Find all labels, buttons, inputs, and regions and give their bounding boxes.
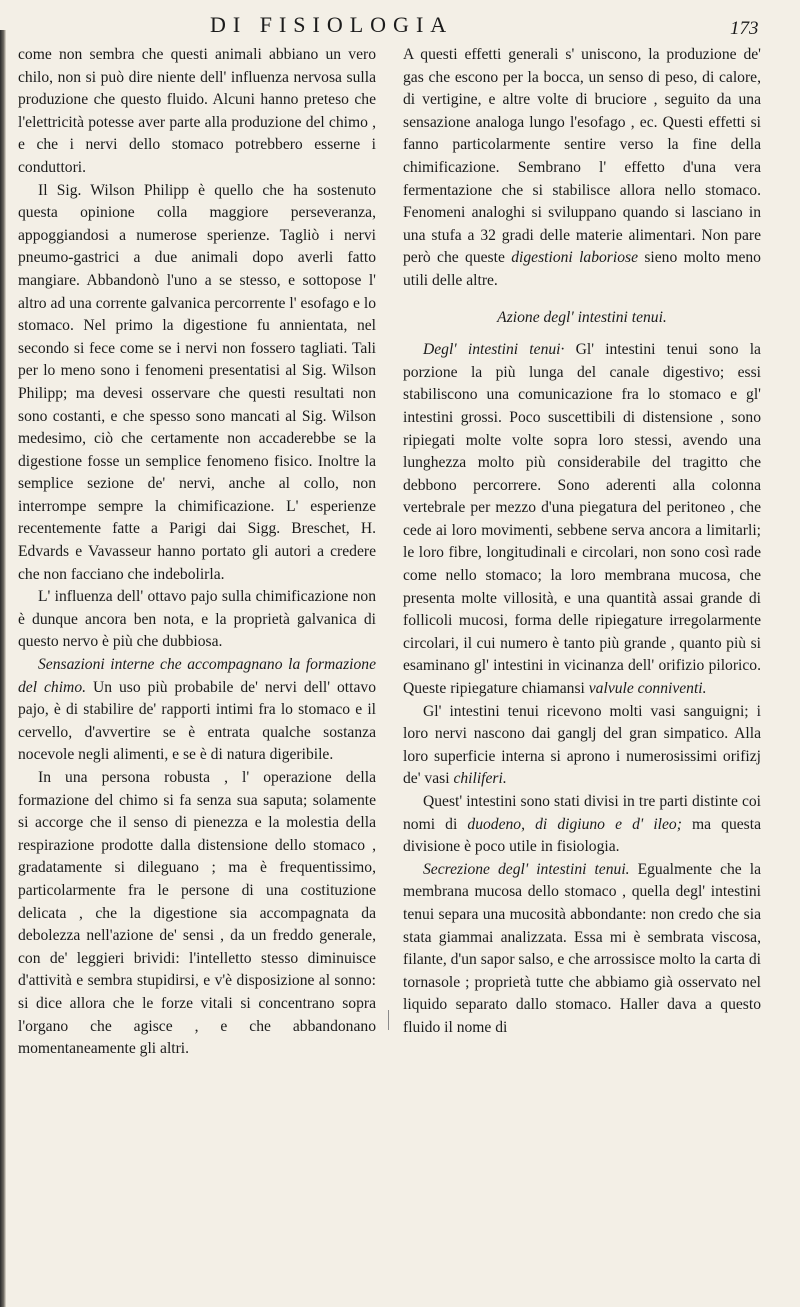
right-paragraph-2-text: Gl' intestini tenui sono la porzione la più lunga del canale digestivo; essi stabiliscono una comunicazione fra lo stomaco e gl' intestini grossi. Poco suscettibili di distensione , sono ripiegati molte volte sopra loro stessi, avendo una lunghezza molto più considerabile del tragitto che debbono percorrere. Sono aderenti alla colonna vertebrale per mezzo d'una piegatura del peritoneo , che cede ai loro movimenti, sebbene serva ancora a limitarli; le loro fibre, longitudinali e circolari, non sono così rade come nello stomaco; la loro membrana mucosa, che presenta molte villosità, e una quantità assai grande di follicoli mucosi, forma delle ripiegature irregolarmente circolari, il cui numero è tanto più grande , quanto più si esaminano gl' intestini in vicinanza dell' orifizio pilorico. Queste ripiegature chiamansi [403,341,761,698]
left-paragraph-5: In una persona robusta , l' operazione della formazione del chimo si fa senza sua saputa; solamente si accorge che il senso di pienezza e la molestia della respirazione prodotte dalla distensione dello stomaco , gradatamente si dileguano ; ma è frequentissimo, particolarmente fra le persone di una costituzione delicata , che la digestione sia accompagnata da debolezza nell'azione de' sensi , da un freddo generale, con de' leggieri brividi: l'intelletto stesso diminuisce d'attività e sembra stupidirsi, e v'è disposizione al sonno: si dice allora che le forze vitali si concentrano sopra l'organo che agisce , e che abbandonano momentaneamente gli altri. [18,769,376,1058]
left-paragraph-2: Il Sig. Wilson Philipp è quello che ha sostenuto questa opinione colla maggiore perseveranza, appoggiandosi a numerose sperienze. Tagliò i nervi pneumo-gastrici a due animali dopo averli fatto mangiare. Abbandonò l'uno a se stesso, e sottopose l' altro ad una corrente galvanica percorrente l' esofago e lo stomaco. Nel primo la digestione fu annientata, nel secondo si fece come se i nervi non fossero tagliati. Tali per lo meno sono i fenomeni presentatisi al Sig. Wilson Philipp; ma devesi osservare che questi resultati non sono costanti, e che spesso sono mancati al Sig. Wilson medesimo, ciò che certamente non accaderebbe se la digestione fosse un semplice fenomeno fisico. Inoltre la semplice sezione de' nervi, anche al collo, non interrompe sempre la chimificazione. L' esperienze recentemente fatte a Parigi dai Sigg. Breschet, H. Edvards e Vavasseur hanno portato gli autori a credere che non facciano che indebolirla. [18,181,376,583]
running-header [0,8,800,48]
right-paragraph-3 [403,701,761,791]
section-heading-intestini: Azione degl' intestini tenui. [497,308,667,326]
right-paragraph-4-end: ma questa divisione è poco utile in fisiologia. [403,815,761,856]
right-paragraph-5 [403,859,761,1040]
right-paragraph-4-text: Quest' intestini sono stati divisi in tre parti distinte coi nomi di [403,793,761,833]
page-number: 173 [730,18,759,39]
right-paragraph-1-text: A questi effetti generali s' uniscono, la produzione de' gas che escono per la bocca, un senso di peso, di calore, di vertigine, e altre volte di bruciore , seguito da una sensazione analoga lungo l'esofago , ec. Questi effetti si fanno particolarmente sentire verso la fine della chimificazione. Sembrano l' effetto d'una vera fermentazione che si stabilisce allora nello stomaco. Fenomeni analoghi si sviluppano quando si lasciano in una stufa a 32 gradi delle materie alimentari. Non pare però che queste [403,46,761,267]
running-title: DI FISIOLOGIA [210,12,454,37]
intestine-parts-terms: duodeno, di digiuno e d' ileo; [467,815,682,833]
right-column [403,44,761,1040]
intestini-tenui-heading: Degl' intestini tenui· [423,341,565,359]
right-paragraph-4 [403,791,761,859]
page-spine-shadow [0,30,6,1307]
right-paragraph-1 [403,44,761,293]
left-paragraph-4 [18,654,376,767]
valvule-conniventi-term: valvule conniventi. [588,680,707,698]
digestioni-laboriose-term: digestioni laboriose [511,249,638,267]
right-paragraph-2 [403,339,761,701]
column-divider-mark [388,1010,389,1030]
right-paragraph-5-text: Egualmente che la membrana mucosa dello stomaco , quella degl' intestini tenui separa una mucosità abbondante: non credo che sia stata giammai analizzata. Essa mi è sembrata viscosa, filante, d'un sapor salso, e che arrossisce molto la carta di tornasole ; proprietà tutte che abbiamo già osservato nel liquido separato dallo stomaco. Haller dava a questo fluido il nome di [403,860,762,1036]
right-paragraph-1-end: sieno molto meno utili delle altre. [403,249,761,289]
left-paragraph-1: come non sembra che questi animali abbiano un vero chilo, non si può dire niente dell' influenza nervosa sulla produzione che questo fluido. Alcuni hanno preteso che l'elettricità potesse aver parte alla produzione del chimo , e che i nervi dello stomaco potrebbero esserne i conduttori. [18,46,376,176]
right-paragraph-3-text: Gl' intestini tenui ricevono molti vasi sanguigni; i loro nervi nascono dai ganglj del gran simpatico. Alla loro superficie interna si aprono i numerosissimi orifizj de' vasi [403,702,761,788]
left-paragraph-4-text: Un uso più probabile de' nervi dell' ottavo pajo, è di stabilire de' rapporti intimi fra lo stomaco e il cervello, d'avvertire se è entrata qualche sostanza nocevole negli alimenti, e se è di natura digeribile. [18,678,376,764]
chiliferi-term: chiliferi. [453,770,507,788]
left-column [18,44,376,1061]
secrezione-heading: Secrezione degl' intestini tenui. [423,860,630,878]
sensazioni-heading: Sensazioni interne che accompagnano la formazione del chimo. [18,656,376,696]
left-paragraph-3: L' influenza dell' ottavo pajo sulla chimificazione non è dunque ancora ben nota, e la proprietà galvanica di questo nervo è più che dubbiosa. [18,588,376,651]
